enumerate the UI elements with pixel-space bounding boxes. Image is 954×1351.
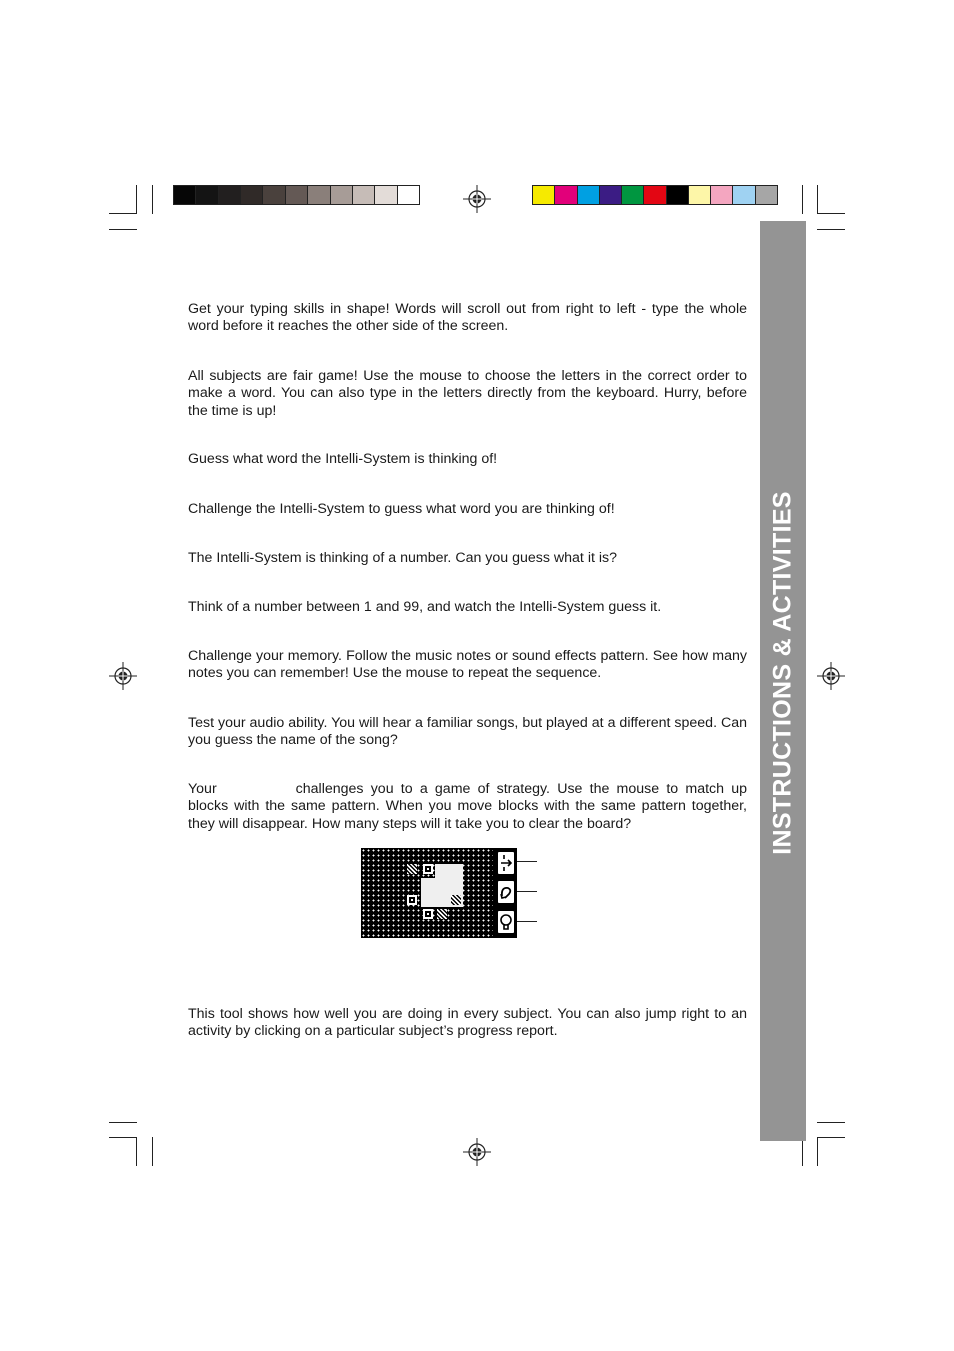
strategy-text: challenges you to a game of strategy. Use the mouse to match up blocks with the same pattern. When you move blocks with the same pattern together, they will disappear. How many steps will it take you to clear the board? bbox=[188, 781, 747, 832]
pattern-block[interactable] bbox=[407, 895, 417, 905]
typing-game-description: Get your typing skills in shape! Words will scroll out from right to left - type the whole word before it reaches the other side of the screen. bbox=[188, 301, 747, 335]
color-swatch bbox=[263, 186, 285, 204]
strategy-lead-word: Your bbox=[188, 781, 217, 797]
strategy-game-screen bbox=[361, 848, 517, 938]
song-speed-description: Test your audio ability. You will hear a familiar songs, but played at a different speed. Can you guess the name of the song? bbox=[188, 715, 747, 749]
color-swatch bbox=[555, 186, 577, 204]
color-swatch bbox=[241, 186, 263, 204]
guess-word-description: Guess what word the Intelli-System is thinking of! bbox=[188, 451, 498, 467]
registration-mark-icon bbox=[109, 662, 137, 690]
color-swatch bbox=[711, 186, 733, 204]
color-swatch bbox=[644, 186, 666, 204]
color-calibration-strip bbox=[532, 185, 778, 205]
hint-bulb-icon[interactable] bbox=[496, 909, 516, 935]
reverse-guess-word-description: Challenge the Intelli-System to guess what word you are thinking of! bbox=[188, 501, 615, 517]
memory-game-description: Challenge your memory. Follow the music notes or sound effects pattern. See how many notes you can remember! Use the mouse to repeat the sequence. bbox=[188, 648, 747, 682]
color-swatch bbox=[398, 186, 419, 204]
swap-icon[interactable] bbox=[496, 850, 516, 876]
gray-calibration-strip bbox=[173, 185, 420, 205]
color-swatch bbox=[622, 186, 644, 204]
registration-mark-icon bbox=[463, 185, 491, 213]
progress-tool-description: This tool shows how well you are doing in every subject. You can also jump right to an activity by clicking on a particular subject’s progress report. bbox=[188, 1006, 747, 1040]
color-swatch bbox=[667, 186, 689, 204]
color-swatch bbox=[578, 186, 600, 204]
callout-line bbox=[517, 921, 537, 922]
callout-line bbox=[517, 891, 537, 892]
pattern-block[interactable] bbox=[451, 895, 461, 905]
color-swatch bbox=[286, 186, 308, 204]
registration-mark-icon bbox=[463, 1138, 491, 1166]
color-swatch bbox=[756, 186, 777, 204]
pattern-block[interactable] bbox=[407, 864, 417, 874]
color-swatch bbox=[196, 186, 218, 204]
cleared-area bbox=[435, 864, 463, 892]
guess-number-description: The Intelli-System is thinking of a number. Can you guess what it is? bbox=[188, 550, 617, 566]
color-swatch bbox=[331, 186, 353, 204]
color-swatch bbox=[533, 186, 555, 204]
callout-line bbox=[517, 861, 537, 862]
pattern-block[interactable] bbox=[423, 864, 433, 874]
word-builder-description: All subjects are fair game! Use the mouse to choose the letters in the correct order to make a word. You can also type in the letters directly from the keyboard. Hurry, before the time is up! bbox=[188, 368, 747, 419]
color-swatch bbox=[600, 186, 622, 204]
registration-mark-icon bbox=[817, 662, 845, 690]
color-swatch bbox=[174, 186, 196, 204]
color-swatch bbox=[733, 186, 755, 204]
undo-icon[interactable] bbox=[496, 879, 516, 905]
pattern-block[interactable] bbox=[423, 909, 433, 919]
strategy-game-description bbox=[188, 781, 747, 833]
pattern-block[interactable] bbox=[437, 909, 447, 919]
sidebar-title: INSTRUCTIONS & ACTIVITIES bbox=[768, 491, 797, 855]
color-swatch bbox=[353, 186, 375, 204]
color-swatch bbox=[219, 186, 241, 204]
color-swatch bbox=[689, 186, 711, 204]
color-swatch bbox=[308, 186, 330, 204]
color-swatch bbox=[375, 186, 397, 204]
cleared-area bbox=[421, 878, 435, 892]
reverse-guess-number-description: Think of a number between 1 and 99, and watch the Intelli-System guess it. bbox=[188, 599, 662, 615]
